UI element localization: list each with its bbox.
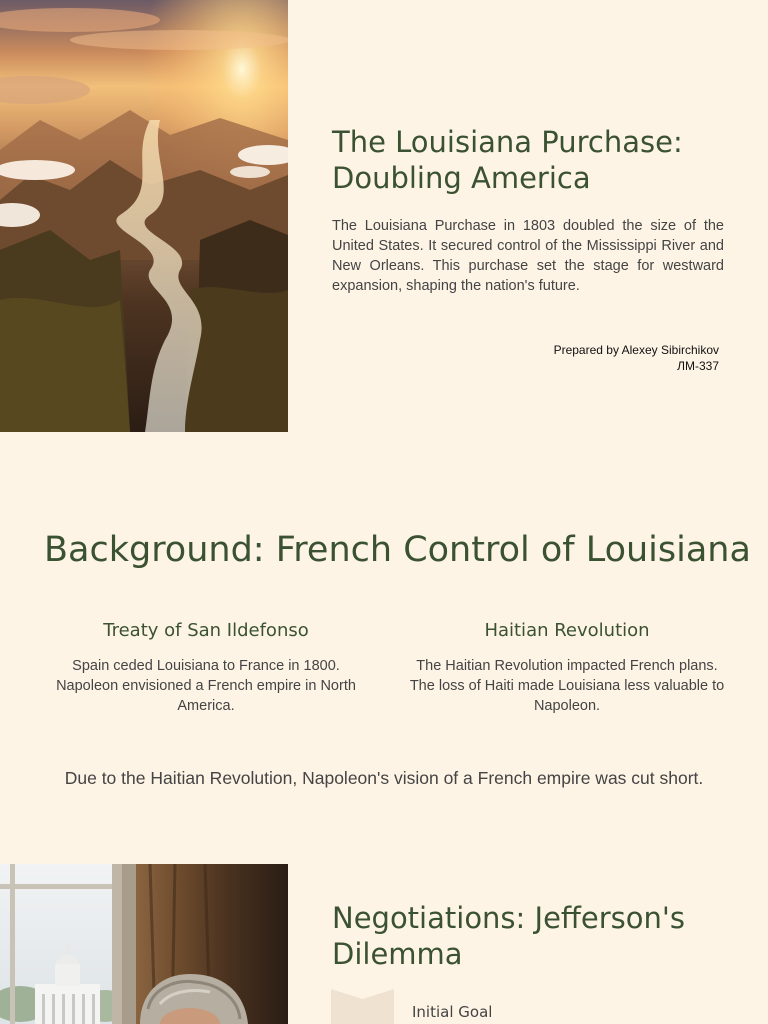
timeline-chevron-icon — [331, 989, 394, 1024]
column-treaty — [46, 618, 366, 716]
column-haitian-revolution — [407, 618, 727, 716]
section-title: Negotiations: Jefferson's Dilemma — [332, 901, 685, 971]
section-title: Background: French Control of Louisiana — [44, 530, 751, 570]
conclusion-text: Due to the Haitian Revolution, Napoleon's vision of a French empire was cut short. — [64, 768, 704, 788]
column-text: Spain ceded Louisiana to France in 1800. Napoleon envisioned a French empire in North America. — [56, 658, 356, 714]
column-heading: Treaty of San Ildefonso — [103, 620, 309, 641]
jefferson-portrait-image — [0, 864, 288, 1024]
background-slide — [0, 432, 768, 864]
negotiations-slide — [0, 864, 768, 1024]
author-name: Prepared by Alexey Sibirchikov — [553, 343, 719, 357]
title-slide-content — [332, 124, 724, 296]
author-credit — [554, 342, 719, 374]
intro-paragraph: The Louisiana Purchase in 1803 doubled the size of the United States. It secured control of the Mississippi River and New Orleans. This purchase set the stage for westward expansion, shaping the nation's future. — [332, 218, 724, 294]
timeline-step-label: Initial Goal — [412, 1003, 493, 1021]
landscape-image — [0, 0, 288, 432]
column-heading: Haitian Revolution — [484, 620, 650, 641]
title-slide — [0, 0, 768, 432]
page-title: The Louisiana Purchase: Doubling America — [332, 125, 683, 195]
column-text: The Haitian Revolution impacted French plans. The loss of Haiti made Louisiana less valuable to Napoleon. — [409, 658, 725, 714]
group-code: ЛМ-337 — [677, 359, 719, 373]
